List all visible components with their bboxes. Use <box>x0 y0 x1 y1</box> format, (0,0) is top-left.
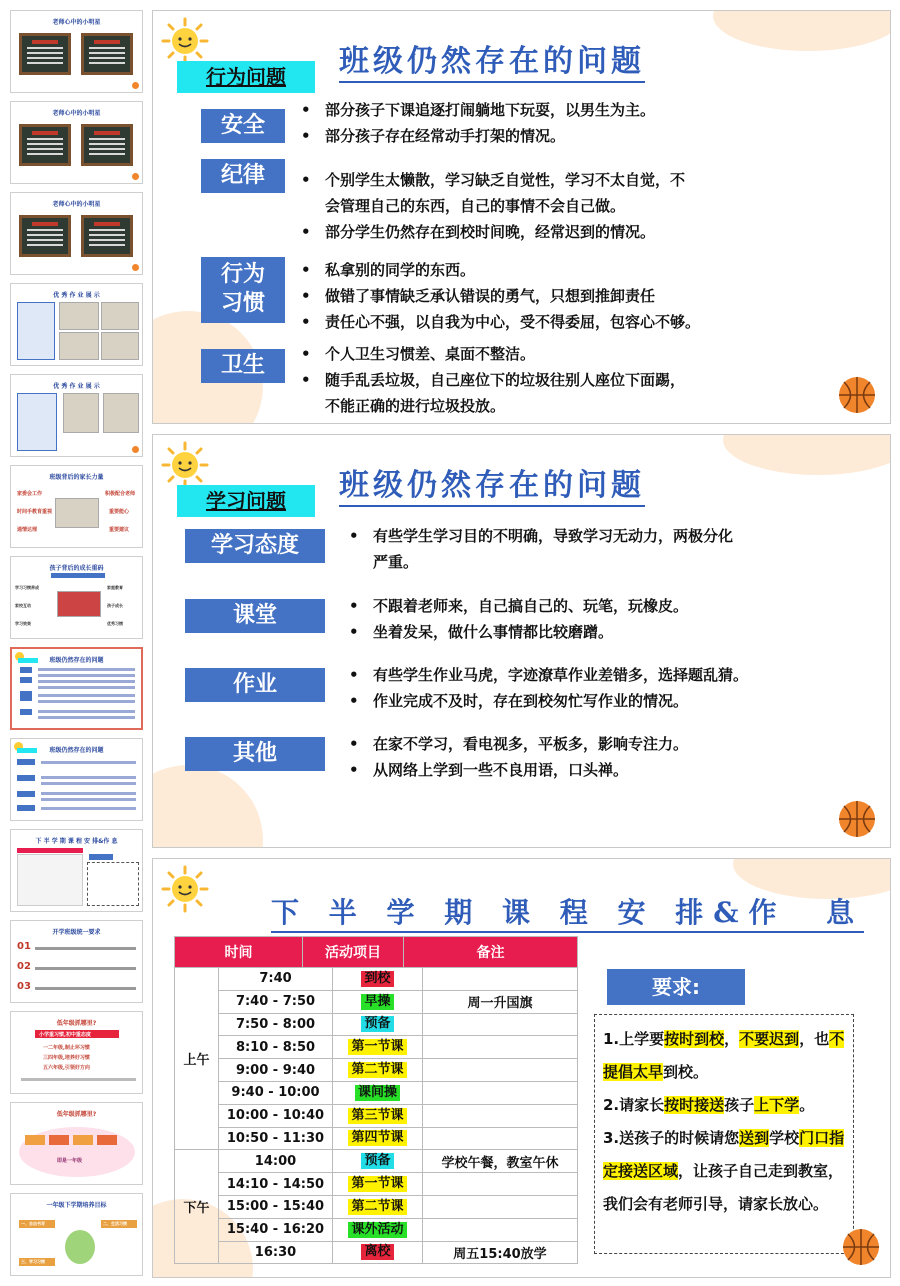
thumbnail-title: 老师心中的小明星 <box>52 19 101 26</box>
thumbnail-title: 一年级下学期培养目标 <box>46 1202 107 1209</box>
time-cell: 16:30 <box>219 1241 333 1264</box>
text-line <box>35 947 136 950</box>
column-header: 备注 <box>403 937 577 968</box>
text-line <box>38 710 135 713</box>
activity-cell <box>333 1013 423 1036</box>
number-label: 02 <box>17 961 31 972</box>
section-tag <box>177 485 315 517</box>
text-line <box>41 807 136 810</box>
bullet-text: 随手乱丢垃圾，自己座位下的垃圾往别人座位下面踢， <box>325 371 686 389</box>
homework-photo <box>103 393 139 433</box>
req-text: ， <box>799 1030 815 1048</box>
blackboard <box>81 215 133 257</box>
bullet-text: 私拿别的同学的东西。 <box>325 261 476 279</box>
requirements-box <box>594 1014 854 1254</box>
text-line <box>35 967 136 970</box>
note-cell <box>423 1036 578 1059</box>
thumbnail-slide-11[interactable] <box>10 920 143 1003</box>
note-cell <box>423 1081 578 1104</box>
thumb-text: 学习习惯养成 <box>15 585 39 590</box>
bullet-line: • 不跟着老师来，自己搞自己的、玩笔，玩橡皮。 <box>349 597 689 615</box>
bullet-text: 部分孩子存在经常动手打架的情况。 <box>325 127 566 145</box>
category-classroom: 课堂 <box>185 599 325 633</box>
activity-label: 第一节课 <box>348 1039 406 1055</box>
bullet-text: 个别学生太懒散，学习缺乏自觉性，学习不太自觉，不 <box>325 171 686 189</box>
thumbnail-title: 优 秀 作 业 展 示 <box>53 292 100 299</box>
schedule-table <box>17 854 83 906</box>
requirements-box <box>87 862 139 906</box>
time-cell: 9:00 - 9:40 <box>219 1059 333 1082</box>
time-cell: 15:40 - 16:20 <box>219 1218 333 1241</box>
basketball-icon <box>132 173 139 180</box>
activity-cell <box>333 1173 423 1196</box>
thumb-text: 积极配合老师 <box>105 491 136 497</box>
note-cell: 周五15:40放学 <box>423 1241 578 1264</box>
activity-cell <box>333 1150 423 1173</box>
bullet-line <box>301 393 505 419</box>
thumbnail-title: 孩子背后的成长重码 <box>49 565 104 572</box>
req-text: 学校 <box>769 1129 800 1147</box>
basketball-icon <box>132 264 139 271</box>
bullet-text: 会管理自己的东西，自己的事情不会自己做。 <box>325 197 626 215</box>
homework-photo <box>59 302 99 330</box>
thumbnail-slide-6[interactable] <box>10 465 143 548</box>
thumbnail-title: 低年级抓哪里? <box>56 1020 97 1027</box>
text-line <box>21 1078 136 1081</box>
req-highlight: 送到 <box>739 1129 770 1147</box>
text-line <box>41 792 136 795</box>
bullet-text: 个人卫生习惯差、桌面不整洁。 <box>325 345 536 363</box>
tree-illustration <box>65 1230 95 1264</box>
thumbnail-slide-4[interactable] <box>10 283 143 366</box>
table-row <box>175 1104 578 1127</box>
bullet-line: • 个别学生太懒散，学习缺乏自觉性，学习不太自觉，不 <box>301 171 686 189</box>
thumb-text: 时间手教育重视 <box>17 509 53 515</box>
activity-label: 第二节课 <box>348 1199 406 1215</box>
bullet-line <box>349 549 418 575</box>
thumbnail-slide-14[interactable] <box>10 1193 143 1276</box>
slide-behavior-problems <box>152 10 891 424</box>
note-cell <box>423 1127 578 1150</box>
section-tag <box>177 61 315 93</box>
activity-cell <box>333 1241 423 1264</box>
basketball-icon <box>837 799 877 839</box>
bullet-line <box>301 193 625 219</box>
requirements-title: 要求: <box>607 969 745 1005</box>
bullet-line: • 作业完成不及时，存在到校匆忙写作业的情况。 <box>349 692 689 710</box>
requirements-chip <box>89 854 113 860</box>
req-text: 孩子 <box>724 1096 755 1114</box>
thumb-text: 三四年级,培养好习惯 <box>43 1055 90 1061</box>
blackboard <box>19 33 71 75</box>
bullet-line: • 有些学生作业马虎，字迹潦草作业差错多，选择题乱猜。 <box>349 666 749 684</box>
arrow-step <box>97 1135 117 1145</box>
table-row <box>175 990 578 1013</box>
table-row <box>175 1150 578 1173</box>
table-row <box>175 1127 578 1150</box>
category-safety: 安全 <box>201 109 285 143</box>
thumbnail-slide-3[interactable] <box>10 192 143 275</box>
note-cell <box>423 968 578 991</box>
activity-cell <box>333 990 423 1013</box>
thumbnail-slide-1[interactable] <box>10 10 143 93</box>
slide-learning-problems <box>152 434 891 848</box>
activity-label: 第三节课 <box>348 1108 406 1124</box>
activity-cell <box>333 1036 423 1059</box>
category-label-line: 习惯 <box>220 291 265 316</box>
req-text: 到校。 <box>663 1063 709 1081</box>
slide-schedule <box>152 858 891 1278</box>
background-blob <box>723 434 891 475</box>
thumbnail-slide-7[interactable] <box>10 556 143 639</box>
thumbnail-slide-2[interactable] <box>10 101 143 184</box>
bullet-line: • 随手乱丢垃圾，自己座位下的垃圾往别人座位下面踢， <box>301 371 686 389</box>
table-header <box>17 848 83 853</box>
bullet-text: 在家不学习，看电视多，平板多，影响专注力。 <box>373 735 689 753</box>
req-highlight: 按时接送 <box>664 1096 725 1114</box>
bullet-text: 责任心不强，以自我为中心，受不得委屈，包容心不够。 <box>325 313 701 331</box>
background-blob <box>152 765 263 848</box>
table-row <box>175 1241 578 1264</box>
bullet-text: 有些学生作业马虎，字迹潦草作业差错多，选择题乱猜。 <box>373 666 749 684</box>
thumbnail-slide-13[interactable] <box>10 1102 143 1185</box>
homework-photo <box>101 302 139 330</box>
activity-label: 第二节课 <box>348 1062 406 1078</box>
basketball-icon <box>837 375 877 415</box>
time-cell: 10:50 - 11:30 <box>219 1127 333 1150</box>
thumbnail-title: 班级背后的家长力量 <box>49 474 104 481</box>
text-line <box>38 674 135 677</box>
req-highlight: 不提倡太早 <box>603 1030 845 1081</box>
tag <box>18 658 38 663</box>
bullet-text: 严重。 <box>373 553 419 571</box>
thumb-text: 重要能心 <box>109 509 130 515</box>
period-afternoon: 下午 <box>175 1150 219 1264</box>
time-cell: 10:00 - 10:40 <box>219 1104 333 1127</box>
blackboard <box>19 124 71 166</box>
thumbnail-title: 班级仍然存在的问题 <box>49 747 104 754</box>
thumbnail-slide-9[interactable] <box>10 738 143 821</box>
note-cell <box>423 1173 578 1196</box>
basketball-icon <box>841 1227 881 1267</box>
text-line <box>38 716 135 719</box>
bullet-line: • 从网络上学到一些不良用语，口头禅。 <box>349 761 629 779</box>
note-cell <box>423 1195 578 1218</box>
category-behavior-habits <box>201 257 285 323</box>
basketball-icon <box>132 446 139 453</box>
bullet-line: • 部分孩子下课追逐打闹躺地下玩耍，以男生为主。 <box>301 101 656 119</box>
category-chip <box>20 667 32 673</box>
number-label: 01 <box>17 941 31 952</box>
blackboard <box>19 215 71 257</box>
activity-cell <box>333 1081 423 1104</box>
time-cell: 14:10 - 14:50 <box>219 1173 333 1196</box>
bullet-line: • 在家不学习，看电视多，平板多，影响专注力。 <box>349 735 689 753</box>
homework-photo <box>101 332 139 360</box>
thumb-text: 通情达理 <box>17 527 38 533</box>
req-text: 2.请家长 <box>603 1096 665 1114</box>
thumb-text: 孩子成长 <box>107 603 123 608</box>
category-other: 其他 <box>185 737 325 771</box>
activity-cell <box>333 1104 423 1127</box>
req-text: 。 <box>799 1096 815 1114</box>
number-label: 03 <box>17 981 31 992</box>
activity-cell <box>333 1059 423 1082</box>
column-header: 活动项目 <box>302 937 403 968</box>
thumb-text: 三、学习习惯 <box>21 1259 45 1264</box>
parents-photo <box>55 498 99 528</box>
category-hygiene: 卫生 <box>201 349 285 383</box>
class-photo <box>57 591 101 617</box>
activity-cell <box>333 968 423 991</box>
table-row <box>175 1036 578 1059</box>
req-text: ， <box>724 1030 740 1048</box>
thumbnail-slide-8[interactable] <box>10 647 143 730</box>
activity-cell <box>333 1195 423 1218</box>
activity-label: 预备 <box>361 1016 393 1032</box>
table-row <box>175 1013 578 1036</box>
text-line <box>38 680 135 683</box>
sun-icon <box>161 865 209 913</box>
req-highlight: 门口指定接送区域 <box>603 1129 845 1180</box>
category-chip <box>17 775 35 781</box>
category-discipline: 纪律 <box>201 159 285 193</box>
activity-label: 到校 <box>361 971 393 987</box>
time-cell: 14:00 <box>219 1150 333 1173</box>
bullet-text: 坐着发呆，做什么事情都比较磨蹭。 <box>373 623 614 641</box>
category-chip <box>20 691 32 701</box>
time-cell: 7:40 - 7:50 <box>219 990 333 1013</box>
bullet-text: 不能正确的进行垃圾投放。 <box>325 397 506 415</box>
bullet-line: • 部分学生仍然存在到校时间晚，经常迟到的情况。 <box>301 223 656 241</box>
section-tag-label: 学习问题 <box>206 489 286 513</box>
thumb-text: 一、自由书写 <box>21 1221 45 1226</box>
bullet-text: 有些学生学习目的不明确，导致学习无动力，两极分化 <box>373 527 734 545</box>
column-header: 时间 <box>175 937 303 968</box>
table-row <box>175 968 578 991</box>
thumbnail-title: 班级仍然存在的问题 <box>49 657 104 664</box>
bullet-text: 部分孩子下课追逐打闹躺地下玩耍，以男生为主。 <box>325 101 656 119</box>
category-label-line: 行为 <box>220 262 265 288</box>
blackboard <box>81 124 133 166</box>
text-panel <box>17 393 57 451</box>
slide-title: 班级仍然存在的问题 <box>339 43 645 83</box>
homework-photo <box>59 332 99 360</box>
note-cell <box>423 1218 578 1241</box>
time-cell: 9:40 - 10:00 <box>219 1081 333 1104</box>
note-cell <box>423 1104 578 1127</box>
text-line <box>38 694 135 697</box>
category-chip <box>17 805 35 811</box>
bullet-text: 部分学生仍然存在到校时间晚，经常迟到的情况。 <box>325 223 656 241</box>
thumbnail-title: 下 半 学 期 课 程 安 排&作 息 <box>35 838 118 845</box>
text-line <box>38 700 135 703</box>
period-morning: 上午 <box>175 968 219 1150</box>
arrow-step <box>73 1135 93 1145</box>
req-text: 也 <box>814 1030 830 1048</box>
bullet-line: • 坐着发呆，做什么事情都比较磨蹭。 <box>349 623 614 641</box>
table-row <box>175 1081 578 1104</box>
thumb-text: 家委会工作 <box>17 491 43 497</box>
blackboard <box>81 33 133 75</box>
bullet-line: • 责任心不强，以自我为中心，受不得委屈，包容心不够。 <box>301 313 701 331</box>
text-line <box>41 798 136 801</box>
bullet-line: • 私拿别的同学的东西。 <box>301 261 476 279</box>
thumb-text: 二、生活习惯 <box>103 1221 127 1226</box>
background-blob <box>733 858 891 899</box>
activity-label: 第一节课 <box>348 1176 406 1192</box>
thumb-text: 一二年级,制止坏习惯 <box>43 1045 90 1051</box>
text-line <box>35 987 136 990</box>
basketball-icon <box>132 82 139 89</box>
time-cell: 8:10 - 8:50 <box>219 1036 333 1059</box>
bullet-text: 不跟着老师来，自己搞自己的、玩笔，玩橡皮。 <box>373 597 689 615</box>
thumb-text: 家庭教育 <box>107 585 123 590</box>
subtitle-bar <box>51 573 105 578</box>
text-panel <box>17 302 55 360</box>
activity-cell <box>333 1127 423 1150</box>
note-cell <box>423 1013 578 1036</box>
text-line <box>41 776 136 779</box>
thumbnail-slide-12[interactable] <box>10 1011 143 1094</box>
activity-label: 课间操 <box>355 1085 400 1101</box>
text-line <box>38 668 135 671</box>
table-row <box>175 1218 578 1241</box>
thumbnail-title: 老师心中的小明星 <box>52 201 101 208</box>
thumbnail-title: 老师心中的小明星 <box>52 110 101 117</box>
table-row <box>175 1195 578 1218</box>
homework-photo <box>63 393 99 433</box>
table-row <box>175 1173 578 1196</box>
category-chip <box>17 759 35 765</box>
section-tag-label: 行为问题 <box>206 65 286 89</box>
category-chip <box>20 709 32 715</box>
table-row <box>175 1059 578 1082</box>
tag <box>17 748 37 753</box>
time-cell: 7:50 - 8:00 <box>219 1013 333 1036</box>
activity-label: 课外活动 <box>348 1222 406 1238</box>
bullet-line: • 做错了事情缺乏承认错误的勇气，只想到推卸责任 <box>301 287 656 305</box>
schedule-table <box>174 936 578 968</box>
bullet-text: 做错了事情缺乏承认错误的勇气，只想到推卸责任 <box>325 287 656 305</box>
text-line <box>38 686 135 689</box>
activity-label: 第四节课 <box>348 1130 406 1146</box>
req-text: 1.上学要 <box>603 1030 665 1048</box>
thumb-text: 优秀习惯 <box>107 621 123 626</box>
slide-title: 下 半 学 期 课 程 安 排&作 息 <box>271 895 864 933</box>
thumb-text: 即是一年级 <box>57 1158 83 1164</box>
bullet-line: • 有些学生学习目的不明确，导致学习无动力，两极分化 <box>349 527 734 545</box>
thumb-text: 家校互动 <box>15 603 31 608</box>
req-highlight: 上下学 <box>754 1096 800 1114</box>
note-cell: 学校午餐，教室午休 <box>423 1150 578 1173</box>
category-chip <box>20 677 32 683</box>
thumbnail-slide-5[interactable] <box>10 374 143 457</box>
req-text: ，让孩子自己走到教室，我们会有老师引导，请家长放心。 <box>603 1162 844 1213</box>
bullet-line: • 个人卫生习惯差、桌面不整洁。 <box>301 345 536 363</box>
bullet-text: 从网络上学到一些不良用语，口头禅。 <box>373 761 629 779</box>
time-cell: 15:00 - 15:40 <box>219 1195 333 1218</box>
thumbnail-title: 低年级抓哪里? <box>56 1111 97 1118</box>
sun-icon <box>161 17 209 65</box>
thumbnail-title: 优 秀 作 业 展 示 <box>53 383 100 390</box>
bullet-line: • 部分孩子存在经常动手打架的情况。 <box>301 127 566 145</box>
text-line <box>41 782 136 785</box>
text-line <box>41 761 136 764</box>
thumbnail-slide-10[interactable] <box>10 829 143 912</box>
req-text: 3.送孩子的时候请您 <box>603 1129 740 1147</box>
note-cell <box>423 1059 578 1082</box>
arrow-step <box>25 1135 45 1145</box>
req-highlight: 按时到校 <box>664 1030 725 1048</box>
slide-title: 班级仍然存在的问题 <box>339 467 645 507</box>
category-chip <box>17 791 35 797</box>
thumb-text: 学习效果 <box>15 621 31 626</box>
thumbnail-title: 开学班级统一要求 <box>52 929 101 936</box>
note-cell: 周一升国旗 <box>423 990 578 1013</box>
activity-label: 预备 <box>361 1153 393 1169</box>
bullet-text: 作业完成不及时，存在到校匆忙写作业的情况。 <box>373 692 689 710</box>
req-highlight: 不要迟到 <box>739 1030 800 1048</box>
background-blob <box>713 10 891 51</box>
activity-label: 离校 <box>361 1244 393 1260</box>
thumb-text: 重要建议 <box>109 527 130 533</box>
schedule-table-body <box>174 967 578 1264</box>
thumb-text: 小学重习惯,初中重态度 <box>39 1032 91 1038</box>
slide-thumbnail-panel <box>0 0 148 1286</box>
category-homework: 作业 <box>185 668 325 702</box>
activity-label: 早操 <box>361 994 393 1010</box>
time-cell: 7:40 <box>219 968 333 991</box>
sun-icon <box>161 441 209 489</box>
activity-cell <box>333 1218 423 1241</box>
arrow-step <box>49 1135 69 1145</box>
thumb-text: 五六年级,引领好方向 <box>43 1065 90 1071</box>
category-learning-attitude: 学习态度 <box>185 529 325 563</box>
